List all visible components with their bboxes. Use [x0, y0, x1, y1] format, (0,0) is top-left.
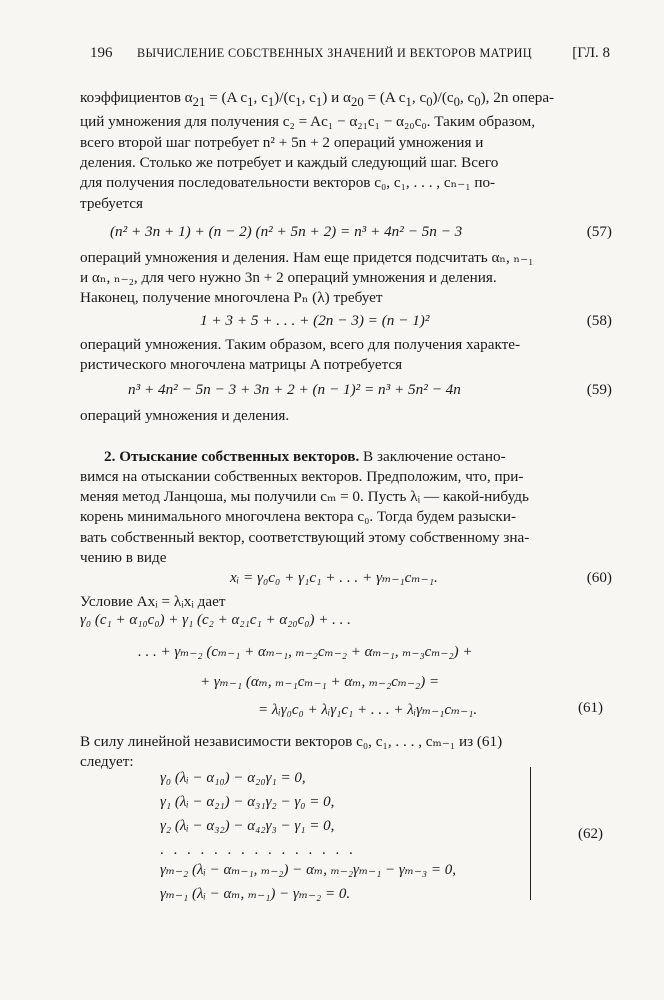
p1-line-1: коэффициентов $\alpha_{21} = (A$ $c_1$, $c_1)/(c_1$, $c_1$) и $\alpha_{20} = (A$ $c_1$, $c_0)/(c_0$, $c_0$), 2n опера- — [80, 89, 555, 110]
p1-line-5: для получения последовательности векторов c₀, c₁, . . . , cₙ₋₁ по- — [80, 174, 496, 192]
system-bracket — [522, 767, 531, 900]
eq57-number: (57) — [586, 222, 612, 240]
p1-line-6: требуется — [80, 194, 143, 212]
p1-line-4: деления. Столько же потребует и каждый следующий шаг. Всего — [80, 153, 499, 171]
paragraph-1 — [80, 88, 612, 613]
equation-59 — [80, 378, 612, 402]
eq58-formula: 1 + 3 + 5 + . . . + (2n − 3) = (n − 1)² — [200, 311, 430, 329]
equation-60 — [80, 566, 612, 590]
p2-line-3: Наконец, получение многочлена Pₙ (λ) требует — [80, 289, 383, 307]
eq61-line-2: . . . + γₘ₋₂ (cₘ₋₁ + αₘ₋₁, ₘ₋₂cₘ₋₂ + αₘ₋₁, ₘ₋₃cₘ₋₂) + — [138, 644, 473, 660]
eq58-number: (58) — [586, 311, 612, 329]
eq62-line-2: γ₁ (λᵢ − α₂₁) − α₃₁γ₂ − γ₀ = 0, — [160, 794, 335, 810]
p1-line-2: ций умножения для получения c₂ = Ac₁ − α₂₁c₁ − α₂₀c₀. Таким образом, — [80, 113, 536, 131]
running-title: ВЫЧИСЛЕНИЕ СОБСТВЕННЫХ ЗНАЧЕНИЙ И ВЕКТОРОВ МАТРИЦ — [137, 46, 532, 60]
p5-line-1: В силу линейной независимости векторов c₀, c₁, . . . , cₘ₋₁ из (61) — [80, 733, 503, 750]
p1-line-3: всего второй шаг потребует n² + 5n + 2 операций умножения и — [80, 133, 484, 151]
section-2-line-4: корень минимального многочлена вектора c₀. Тогда будем разыски- — [80, 508, 516, 526]
eq60-number: (60) — [586, 569, 612, 587]
eq62-line-1: γ₀ (λᵢ − α₁₀) − α₂₀γ₁ = 0, — [160, 770, 306, 786]
eq62-dots-line: . . . . . . . . . . . . . . . — [160, 842, 356, 858]
p2-line-1: операций умножения и деления. Нам еще придется подсчитать αₙ, ₙ₋₁ — [80, 248, 534, 266]
eq59-formula: n³ + 4n² − 5n − 3 + 3n + 2 + (n − 1)² = n³ + 5n² − 4n — [128, 381, 461, 399]
eq62-line-6: γₘ₋₁ (λᵢ − αₘ, ₘ₋₁) − γₘ₋₂ = 0. — [160, 886, 351, 902]
eq62-number: (62) — [578, 826, 603, 842]
eq59-number: (59) — [586, 381, 612, 399]
condition-line: Условие Axᵢ = λᵢxᵢ дает — [80, 593, 226, 611]
page-number: 196 — [90, 45, 113, 61]
section-2-title: 2. Отыскание собственных векторов. — [104, 447, 360, 465]
p4-line-1: операций умножения и деления. — [80, 407, 290, 425]
equation-57 — [80, 220, 612, 244]
p5-line-2: следует: — [80, 753, 134, 771]
eq62-line-3: γ₂ (λᵢ − α₃₂) − α₄₂γ₃ − γ₁ = 0, — [160, 818, 335, 834]
eq61-line-3: + γₘ₋₁ (αₘ, ₘ₋₁cₘ₋₁ + αₘ, ₘ₋₂cₘ₋₂) = — [200, 674, 440, 690]
p3-line-2: ристического многочлена матрицы A потребуется — [80, 356, 403, 373]
equation-58 — [80, 309, 612, 333]
eq60-formula: xᵢ = γ₀c₀ + γ₁c₁ + . . . + γₘ₋₁cₘ₋₁. — [230, 569, 438, 587]
p3-line-1: операций умножения. Таким образом, всего для получения характе- — [80, 335, 521, 353]
section-2-line-5: вать собственный вектор, соответствующий этому собственному зна- — [80, 528, 530, 546]
eq61-number: (61) — [578, 700, 603, 716]
paragraph-5 — [80, 732, 612, 773]
eq62-line-5: γₘ₋₂ (λᵢ − αₘ₋₁, ₘ₋₂) − αₘ, ₘ₋₂γₘ₋₁ − γₘ₋₃ = 0, — [160, 862, 457, 878]
eq61-line-1: γ₀ (c₁ + α₁₀c₀) + γ₁ (c₂ + α₂₁c₁ + α₂₀c₀) + . . . — [80, 612, 351, 628]
section-2-line-2: вимся на отыскании собственных векторов. Предположим, что, при- — [80, 467, 524, 485]
eq57-formula: (n² + 3n + 1) + (n − 2) (n² + 5n + 2) = n³ + 4n² − 5n − 3 — [110, 222, 463, 240]
section-2-line-1: 2. Отыскание собственных векторов. В заключение остано- — [104, 447, 506, 465]
section-2-line-3: меняя метод Ланцоша, мы получили cₘ = 0. Пусть λᵢ — какой-нибудь — [80, 488, 529, 506]
p2-line-2: и αₙ, ₙ₋₂, для чего нужно 3n + 2 операций умножения и деления. — [80, 269, 497, 287]
section-2-line-6: чению в виде — [80, 549, 167, 567]
eq61-line-4: = λᵢγ₀c₀ + λᵢγ₁c₁ + . . . + λᵢγₘ₋₁cₘ₋₁. — [258, 702, 478, 718]
chapter-label: [ГЛ. 8 — [572, 45, 610, 61]
page-header — [90, 45, 610, 67]
